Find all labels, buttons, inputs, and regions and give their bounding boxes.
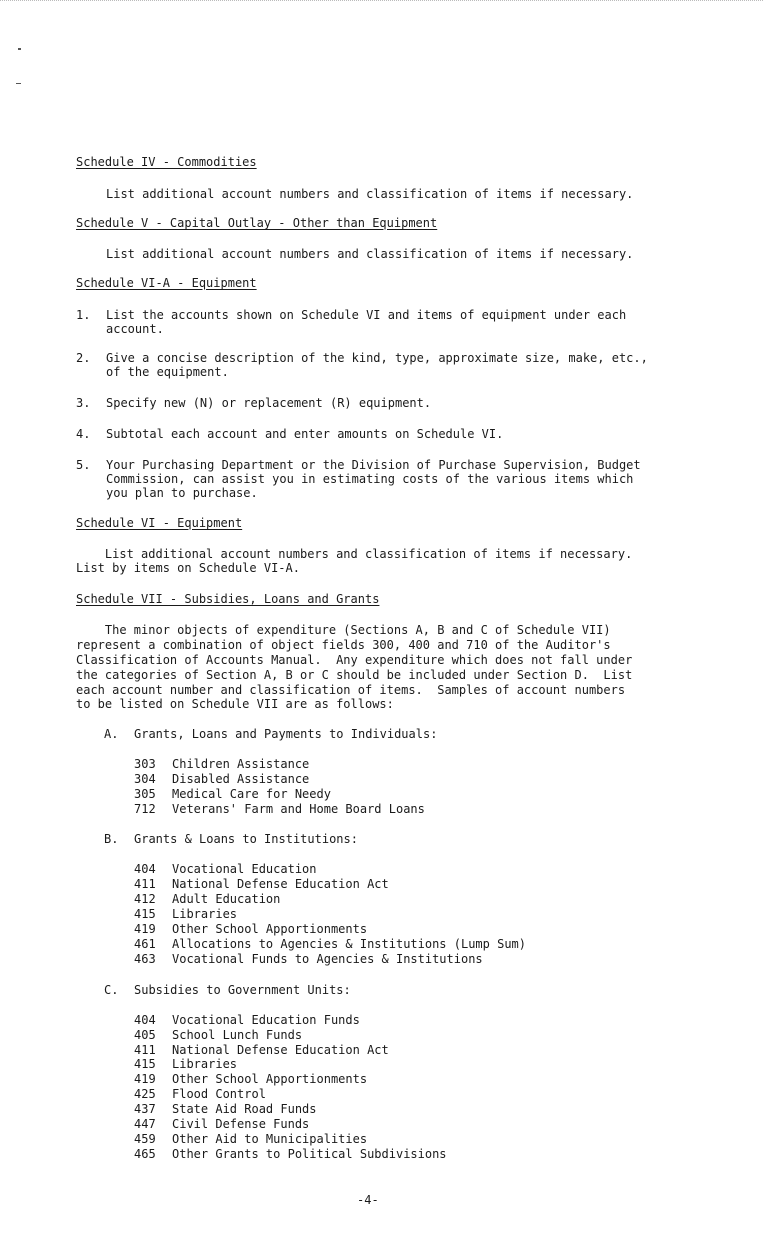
account-code: 461 xyxy=(134,937,156,951)
item-text: Give a concise description of the kind, type, approximate size, make, etc., xyxy=(106,351,648,365)
schedule-vii-paragraph-line: Classification of Accounts Manual. Any expenditure which does not fall under xyxy=(76,653,633,667)
account-row xyxy=(134,937,526,952)
account-code: 712 xyxy=(134,802,156,816)
scan-speck xyxy=(18,48,21,50)
account-label: Other Aid to Municipalities xyxy=(172,1132,368,1146)
account-row xyxy=(134,907,237,922)
account-code: 305 xyxy=(134,787,156,801)
account-code: 415 xyxy=(134,907,156,921)
account-code: 437 xyxy=(134,1102,156,1116)
account-label: Allocations to Agencies & Institutions (Lump Sum) xyxy=(172,937,527,951)
account-label: Libraries xyxy=(172,907,238,921)
section-title: Grants & Loans to Institutions: xyxy=(134,832,358,846)
account-code: 411 xyxy=(134,877,156,891)
item-text: Subtotal each account and enter amounts on Schedule VI. xyxy=(106,427,504,441)
account-code: 465 xyxy=(134,1147,156,1161)
schedule-v-heading: Schedule V - Capital Outlay - Other than Equipment xyxy=(76,216,438,230)
account-code: 415 xyxy=(134,1057,156,1071)
item-text: Specify new (N) or replacement (R) equipment. xyxy=(106,396,432,410)
account-row xyxy=(134,1043,389,1058)
item-number: 2. xyxy=(76,351,91,365)
schedule-iv-text: List additional account numbers and classification of items if necessary. xyxy=(106,187,634,201)
account-row xyxy=(134,1132,367,1147)
schedule-v-text: List additional account numbers and classification of items if necessary. xyxy=(106,247,634,261)
account-row xyxy=(134,892,280,907)
account-row xyxy=(134,952,483,967)
item-text: account. xyxy=(106,322,164,336)
account-row xyxy=(134,1057,237,1072)
account-row xyxy=(134,1013,360,1028)
account-row xyxy=(134,1117,309,1132)
schedule-iv-heading: Schedule IV - Commodities xyxy=(76,155,257,169)
account-code: 303 xyxy=(134,757,156,771)
account-label: School Lunch Funds xyxy=(172,1028,303,1042)
item-number: 1. xyxy=(76,308,91,322)
account-label: Other School Apportionments xyxy=(172,922,368,936)
account-label: Veterans' Farm and Home Board Loans xyxy=(172,802,425,816)
section-letter: C. xyxy=(104,983,119,997)
item-number: 5. xyxy=(76,458,91,472)
account-row xyxy=(134,1102,317,1117)
account-code: 425 xyxy=(134,1087,156,1101)
account-code: 419 xyxy=(134,922,156,936)
account-row xyxy=(134,922,367,937)
account-code: 412 xyxy=(134,892,156,906)
account-code: 459 xyxy=(134,1132,156,1146)
account-label: Children Assistance xyxy=(172,757,310,771)
account-code: 463 xyxy=(134,952,156,966)
account-label: Vocational Funds to Agencies & Institutions xyxy=(172,952,483,966)
section-title: Grants, Loans and Payments to Individuals: xyxy=(134,727,438,741)
account-label: State Aid Road Funds xyxy=(172,1102,317,1116)
account-code: 304 xyxy=(134,772,156,786)
account-label: National Defense Education Act xyxy=(172,877,389,891)
account-code: 404 xyxy=(134,1013,156,1027)
account-code: 405 xyxy=(134,1028,156,1042)
account-row xyxy=(134,757,309,772)
account-row xyxy=(134,1072,367,1087)
schedule-vii-heading: Schedule VII - Subsidies, Loans and Grants xyxy=(76,592,380,606)
account-label: Disabled Assistance xyxy=(172,772,310,786)
section-letter: B. xyxy=(104,832,119,846)
item-number: 3. xyxy=(76,396,91,410)
account-label: Vocational Education Funds xyxy=(172,1013,360,1027)
account-label: Medical Care for Needy xyxy=(172,787,331,801)
schedule-vii-paragraph-line: The minor objects of expenditure (Sections A, B and C of Schedule VII) xyxy=(76,623,611,637)
schedule-vii-paragraph-line: to be listed on Schedule VII are as follows: xyxy=(76,697,394,711)
account-label: Other Grants to Political Subdivisions xyxy=(172,1147,447,1161)
account-label: Adult Education xyxy=(172,892,281,906)
account-row xyxy=(134,1087,266,1102)
schedule-vii-paragraph-line: each account number and classification of items. Samples of account numbers xyxy=(76,683,626,697)
account-row xyxy=(134,1147,447,1162)
section-title: Subsidies to Government Units: xyxy=(134,983,351,997)
account-row xyxy=(134,1028,302,1043)
schedule-vi-heading: Schedule VI - Equipment xyxy=(76,516,243,530)
account-label: National Defense Education Act xyxy=(172,1043,389,1057)
account-code: 447 xyxy=(134,1117,156,1131)
account-label: Civil Defense Funds xyxy=(172,1117,310,1131)
account-code: 419 xyxy=(134,1072,156,1086)
schedule-vii-paragraph-line: the categories of Section A, B or C should be included under Section D. List xyxy=(76,668,633,682)
account-row xyxy=(134,877,389,892)
schedule-vi-text: List additional account numbers and classification of items if necessary. xyxy=(76,547,633,561)
account-label: Flood Control xyxy=(172,1087,266,1101)
account-row xyxy=(134,862,317,877)
account-code: 404 xyxy=(134,862,156,876)
account-label: Other School Apportionments xyxy=(172,1072,368,1086)
scan-speck xyxy=(16,83,21,84)
schedule-via-heading: Schedule VI-A - Equipment xyxy=(76,276,257,290)
item-text: Commission, can assist you in estimating costs of the various items which xyxy=(106,472,634,486)
item-text: you plan to purchase. xyxy=(106,486,258,500)
account-code: 411 xyxy=(134,1043,156,1057)
schedule-vii-paragraph-line: represent a combination of object fields 300, 400 and 710 of the Auditor's xyxy=(76,638,611,652)
account-label: Libraries xyxy=(172,1057,238,1071)
schedule-vi-text: List by items on Schedule VI-A. xyxy=(76,561,300,575)
item-text: of the equipment. xyxy=(106,365,229,379)
item-text: Your Purchasing Department or the Division of Purchase Supervision, Budget xyxy=(106,458,641,472)
section-letter: A. xyxy=(104,727,119,741)
account-row xyxy=(134,772,309,787)
account-row xyxy=(134,787,331,802)
account-row xyxy=(134,802,425,817)
item-text: List the accounts shown on Schedule VI and items of equipment under each xyxy=(106,308,627,322)
page-number: -4- xyxy=(357,1193,379,1207)
item-number: 4. xyxy=(76,427,91,441)
top-edge-divider xyxy=(0,0,763,2)
account-label: Vocational Education xyxy=(172,862,317,876)
